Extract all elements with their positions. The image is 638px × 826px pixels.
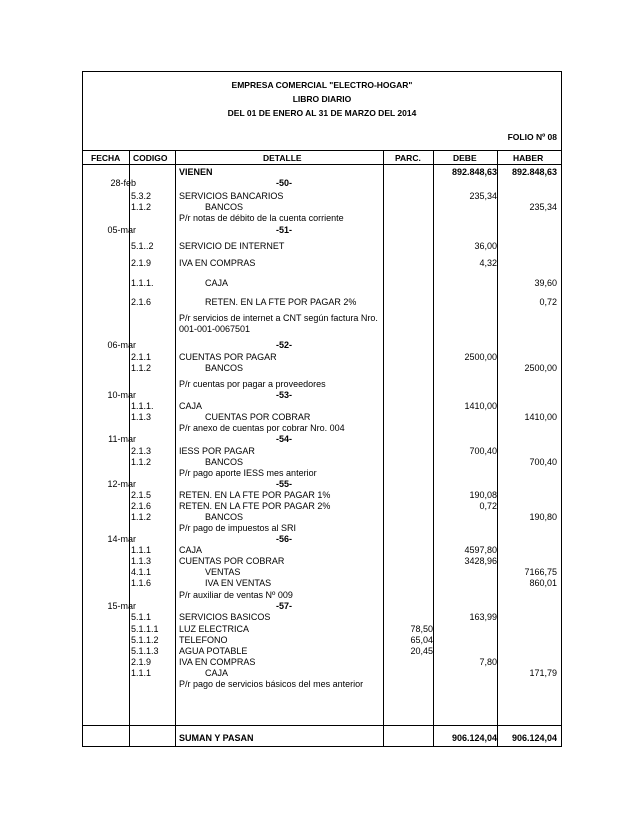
credit-amount: 860,01 <box>529 578 557 588</box>
column-haber: HABER <box>513 153 544 163</box>
credit-amount: 39,60 <box>534 278 557 288</box>
entry-detail: SERVICIOS BANCARIOS <box>179 191 284 201</box>
partial-amount: 20,45 <box>410 646 433 656</box>
debit-amount: 4597,80 <box>464 545 497 555</box>
total-haber: 906.124,04 <box>511 733 557 743</box>
credit-amount: 2500,00 <box>524 363 557 373</box>
account-code: 2.1.9 <box>131 657 152 667</box>
account-code: 2.1.3 <box>131 446 152 456</box>
debit-amount: 892.848,63 <box>451 167 497 177</box>
total-divider <box>83 725 561 726</box>
debit-amount: 700,40 <box>469 446 497 456</box>
entry-detail: P/r pago aporte IESS mes anterior <box>179 468 317 478</box>
journal-row <box>83 178 561 190</box>
account-code: 1.1.2 <box>131 202 152 212</box>
column-debe: DEBE <box>453 153 477 163</box>
entry-detail: P/r auxiliar de ventas Nº 009 <box>179 590 293 600</box>
account-code: 1.1.1. <box>131 401 154 411</box>
entry-detail: CAJA <box>179 401 203 411</box>
entry-date: 12-mar <box>107 479 136 489</box>
period-text: DEL 01 DE ENERO AL 31 DE MARZO DEL 2014 <box>227 108 417 118</box>
credit-amount: 0,72 <box>539 297 557 307</box>
credit-amount: 7166,75 <box>524 567 557 577</box>
account-code: 1.1.2 <box>131 512 152 522</box>
entry-detail: -56- <box>275 534 292 544</box>
entry-detail: IESS POR PAGAR <box>179 446 255 456</box>
entry-detail: -55- <box>275 479 292 489</box>
journal-row <box>83 213 561 225</box>
total-label: SUMAN Y PASAN <box>179 733 254 743</box>
debit-amount: 7,80 <box>479 657 497 667</box>
entry-date: 15-mar <box>107 601 136 611</box>
column-header <box>83 150 561 165</box>
entry-detail: AGUA POTABLE <box>179 646 248 656</box>
entry-detail: VENTAS <box>205 567 241 577</box>
journal-row <box>83 612 561 624</box>
journal-row <box>83 258 561 270</box>
account-code: 5.1.1.1 <box>131 624 159 634</box>
entry-date: 28-feb <box>110 178 136 188</box>
journal-row <box>83 324 561 336</box>
company-name: EMPRESA COMERCIAL "ELECTRO-HOGAR" <box>231 80 413 90</box>
journal-row <box>83 679 561 691</box>
entry-detail: IVA EN COMPRAS <box>179 258 256 268</box>
account-code: 5.1.1.3 <box>131 646 159 656</box>
debit-amount: 163,99 <box>469 612 497 622</box>
entry-detail: 001-001-0067501 <box>179 324 251 334</box>
credit-amount: 892.848,63 <box>511 167 557 177</box>
journal-row <box>83 225 561 237</box>
account-code: 2.1.6 <box>131 501 152 511</box>
total-row <box>83 733 561 745</box>
entry-detail: LUZ ELECTRICA <box>179 624 250 634</box>
account-code: 2.1.5 <box>131 490 152 500</box>
entry-detail: BANCOS <box>205 202 244 212</box>
entry-detail: RETEN. EN LA FTE POR PAGAR 2% <box>205 297 357 307</box>
credit-amount: 235,34 <box>529 202 557 212</box>
journal-row <box>83 578 561 590</box>
partial-amount: 78,50 <box>410 624 433 634</box>
entry-detail: CAJA <box>205 668 229 678</box>
entry-detail: P/r notas de débito de la cuenta corriente <box>179 213 344 223</box>
journal-row <box>83 340 561 352</box>
account-code: 2.1.1 <box>131 352 152 362</box>
entry-detail: CAJA <box>205 278 229 288</box>
entry-detail: RETEN. EN LA FTE POR PAGAR 1% <box>179 490 331 500</box>
debit-amount: 36,00 <box>474 241 497 251</box>
entry-detail: -51- <box>275 225 292 235</box>
entry-detail: IVA EN VENTAS <box>205 578 272 588</box>
account-code: 1.1.2 <box>131 363 152 373</box>
entry-detail: IVA EN COMPRAS <box>179 657 256 667</box>
entry-date: 14-mar <box>107 534 136 544</box>
entry-detail: CUENTAS POR COBRAR <box>205 412 311 422</box>
entry-detail: -54- <box>275 434 292 444</box>
account-code: 1.1.6 <box>131 578 152 588</box>
entry-detail: -50- <box>275 178 292 188</box>
journal-row <box>83 434 561 446</box>
entry-date: 06-mar <box>107 340 136 350</box>
account-code: 1.1.3 <box>131 556 152 566</box>
account-code: 5.3.2 <box>131 191 152 201</box>
entry-detail: TELEFONO <box>179 635 228 645</box>
entry-detail: SERVICIO DE INTERNET <box>179 241 285 251</box>
entry-detail: -57- <box>275 601 292 611</box>
account-code: 1.1.1 <box>131 545 152 555</box>
total-debe: 906.124,04 <box>451 733 497 743</box>
journal-sheet <box>82 71 562 747</box>
entry-detail: RETEN. EN LA FTE POR PAGAR 2% <box>179 501 331 511</box>
entry-detail: SERVICIOS BASICOS <box>179 612 271 622</box>
entry-detail: -53- <box>275 390 292 400</box>
column-detalle: DETALLE <box>263 153 302 163</box>
debit-amount: 0,72 <box>479 501 497 511</box>
account-code: 5.1.1.2 <box>131 635 159 645</box>
account-code: 5.1..2 <box>131 241 154 251</box>
journal-row <box>83 363 561 375</box>
entry-detail: P/r pago de servicios básicos del mes anterior <box>179 679 364 689</box>
journal-row <box>83 278 561 290</box>
debit-amount: 4,32 <box>479 258 497 268</box>
credit-amount: 171,79 <box>529 668 557 678</box>
entry-date: 11-mar <box>108 434 136 444</box>
folio-number: FOLIO Nº 08 <box>507 132 557 142</box>
debit-amount: 2500,00 <box>464 352 497 362</box>
entry-detail: P/r servicios de internet a CNT según factura Nro. <box>179 313 378 323</box>
entry-detail: CAJA <box>179 545 203 555</box>
debit-amount: 235,34 <box>469 191 497 201</box>
entry-date: 10-mar <box>107 390 136 400</box>
account-code: 2.1.6 <box>131 297 152 307</box>
entry-detail: P/r cuentas por pagar a proveedores <box>179 379 326 389</box>
entry-detail: P/r pago de impuestos al SRI <box>179 523 297 533</box>
credit-amount: 700,40 <box>529 457 557 467</box>
debit-amount: 190,08 <box>469 490 497 500</box>
entry-detail: CUENTAS POR COBRAR <box>179 556 285 566</box>
entry-detail: CUENTAS POR PAGAR <box>179 352 277 362</box>
column-parc: PARC. <box>395 153 421 163</box>
account-code: 1.1.3 <box>131 412 152 422</box>
column-fecha: FECHA <box>91 153 121 163</box>
journal-row <box>83 241 561 253</box>
account-code: 1.1.2 <box>131 457 152 467</box>
entry-date: 05-mar <box>107 225 136 235</box>
account-code: 4.1.1 <box>131 567 152 577</box>
entry-detail: P/r anexo de cuentas por cobrar Nro. 004 <box>179 423 345 433</box>
entry-detail: BANCOS <box>205 363 244 373</box>
credit-amount: 1410,00 <box>524 412 557 422</box>
entry-detail: VIENEN <box>179 167 213 177</box>
entry-detail: BANCOS <box>205 512 244 522</box>
credit-amount: 190,80 <box>529 512 557 522</box>
partial-amount: 65,04 <box>410 635 433 645</box>
account-code: 2.1.9 <box>131 258 152 268</box>
column-codigo: CODIGO <box>133 153 168 163</box>
account-code: 1.1.1 <box>131 668 152 678</box>
debit-amount: 1410,00 <box>464 401 497 411</box>
journal-row <box>83 297 561 309</box>
book-title: LIBRO DIARIO <box>292 94 352 104</box>
entry-detail: -52- <box>275 340 292 350</box>
account-code: 5.1.1 <box>131 612 152 622</box>
account-code: 1.1.1. <box>131 278 154 288</box>
debit-amount: 3428,96 <box>464 556 497 566</box>
entry-detail: BANCOS <box>205 457 244 467</box>
